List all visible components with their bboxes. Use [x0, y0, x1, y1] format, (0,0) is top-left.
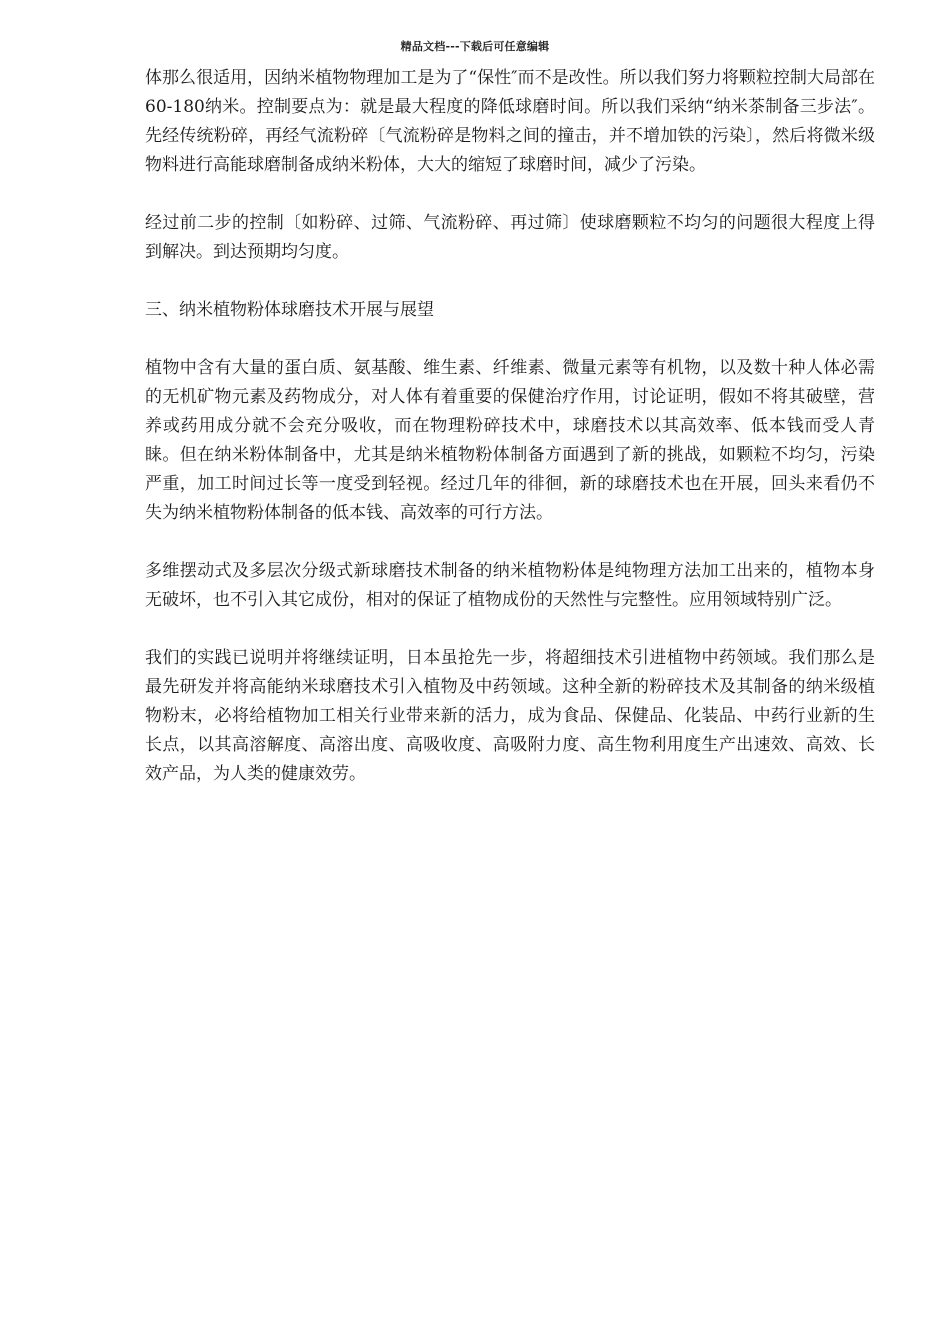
paragraph-3: 植物中含有大量的蛋白质、氨基酸、维生素、纤维素、微量元素等有机物，以及数十种人体必需的无机矿物元素及药物成分，对人体有着重要的保健治疗作用，讨论证明，假如不将其破壁，营养或药用成分就不会充分吸收，而在物理粉碎技术中，球磨技术以其高效率、低本钱而受人青睐。但在纳米粉体制备中，尤其是纳米植物粉体制备方面遇到了新的挑战，如颗粒不均匀，污染严重，加工时间过长等一度受到轻视。经过几年的徘徊，新的球磨技术也在开展，回头来看仍不失为纳米植物粉体制备的低本钱、高效率的可行方法。 [145, 358, 875, 523]
document-body [145, 64, 875, 818]
section-heading: 三、纳米植物粉体球磨技术开展与展望 [145, 300, 434, 320]
paragraph-5: 我们的实践已说明并将继续证明，日本虽抢先一步，将超细技术引进植物中药领域。我们那么是最先研发并将高能纳米球磨技术引入植物及中药领域。这种全新的粉碎技术及其制备的纳米级植物粉末，必将给植物加工相关行业带来新的活力，成为食品、保健品、化装品、中药行业新的生长点，以其高溶解度、高溶出度、高吸收度、高吸附力度、高生物利用度生产出速效、高效、长效产品，为人类的健康效劳。 [145, 648, 875, 784]
paragraph-4: 多维摆动式及多层次分级式新球磨技术制备的纳米植物粉体是纯物理方法加工出来的，植物本身无破坏，也不引入其它成份，相对的保证了植物成份的天然性与完整性。应用领域特别广泛。 [145, 561, 875, 610]
paragraph-2: 经过前二步的控制〔如粉碎、过筛、气流粉碎、再过筛〕使球磨颗粒不均匀的问题很大程度上得到解决。到达预期均匀度。 [145, 213, 875, 262]
page-header: 精品文档---下载后可任意编辑 [400, 40, 550, 53]
paragraph-1: 体那么很适用，因纳米植物物理加工是为了“保性″而不是改性。所以我们努力将颗粒控制大局部在60-180纳米。控制要点为：就是最大程度的降低球磨时间。所以我们采纳“纳米茶制备三步法″。先经传统粉碎，再经气流粉碎〔气流粉碎是物料之间的撞击，并不增加铁的污染〕，然后将微米级物料进行高能球磨制备成纳米粉体，大大的缩短了球磨时间，减少了污染。 [145, 68, 875, 175]
